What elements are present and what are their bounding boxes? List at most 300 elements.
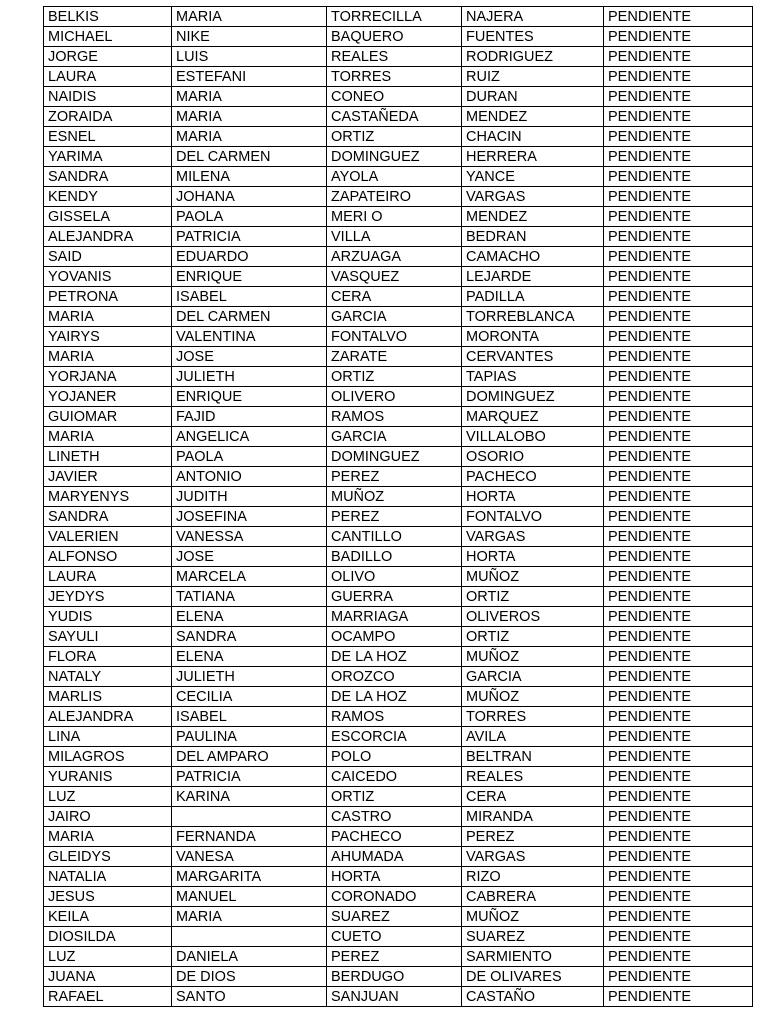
first-name-cell: LUZ	[44, 787, 172, 807]
second-surname-cell: HORTA	[462, 547, 604, 567]
second-surname-cell: MUÑOZ	[462, 907, 604, 927]
first-surname-cell: CERA	[327, 287, 462, 307]
status-cell: PENDIENTE	[604, 187, 753, 207]
first-name-cell: LINA	[44, 727, 172, 747]
first-surname-cell: AHUMADA	[327, 847, 462, 867]
second-surname-cell: DOMINGUEZ	[462, 387, 604, 407]
status-cell: PENDIENTE	[604, 127, 753, 147]
first-surname-cell: ZARATE	[327, 347, 462, 367]
table-row	[44, 607, 753, 627]
first-name-cell: JESUS	[44, 887, 172, 907]
table-row	[44, 127, 753, 147]
status-cell: PENDIENTE	[604, 947, 753, 967]
table-row	[44, 827, 753, 847]
status-cell: PENDIENTE	[604, 667, 753, 687]
first-name-cell: SAYULI	[44, 627, 172, 647]
middle-name-cell: ELENA	[172, 647, 327, 667]
table-row	[44, 7, 753, 27]
second-surname-cell: MENDEZ	[462, 207, 604, 227]
first-name-cell: LUZ	[44, 947, 172, 967]
middle-name-cell: ISABEL	[172, 707, 327, 727]
table-row	[44, 647, 753, 667]
status-cell: PENDIENTE	[604, 707, 753, 727]
first-name-cell: YOJANER	[44, 387, 172, 407]
first-surname-cell: HORTA	[327, 867, 462, 887]
table-row	[44, 307, 753, 327]
status-cell: PENDIENTE	[604, 967, 753, 987]
status-cell: PENDIENTE	[604, 847, 753, 867]
second-surname-cell: MARQUEZ	[462, 407, 604, 427]
first-surname-cell: REALES	[327, 47, 462, 67]
status-cell: PENDIENTE	[604, 687, 753, 707]
first-surname-cell: MARRIAGA	[327, 607, 462, 627]
table-row	[44, 847, 753, 867]
table-row	[44, 427, 753, 447]
first-surname-cell: ORTIZ	[327, 127, 462, 147]
second-surname-cell: CAMACHO	[462, 247, 604, 267]
table-row	[44, 687, 753, 707]
first-name-cell: MARIA	[44, 427, 172, 447]
first-surname-cell: DOMINGUEZ	[327, 447, 462, 467]
second-surname-cell: REALES	[462, 767, 604, 787]
first-surname-cell: BERDUGO	[327, 967, 462, 987]
first-name-cell: ESNEL	[44, 127, 172, 147]
middle-name-cell: ANTONIO	[172, 467, 327, 487]
table-row	[44, 387, 753, 407]
middle-name-cell: PAOLA	[172, 207, 327, 227]
status-cell: PENDIENTE	[604, 507, 753, 527]
first-name-cell: SANDRA	[44, 507, 172, 527]
middle-name-cell	[172, 927, 327, 947]
first-surname-cell: SANJUAN	[327, 987, 462, 1007]
first-surname-cell: FONTALVO	[327, 327, 462, 347]
first-surname-cell: BAQUERO	[327, 27, 462, 47]
first-name-cell: NATALY	[44, 667, 172, 687]
first-surname-cell: CAICEDO	[327, 767, 462, 787]
first-name-cell: JORGE	[44, 47, 172, 67]
status-cell: PENDIENTE	[604, 547, 753, 567]
middle-name-cell: ESTEFANI	[172, 67, 327, 87]
first-surname-cell: TORRES	[327, 67, 462, 87]
first-surname-cell: PEREZ	[327, 467, 462, 487]
table-row	[44, 407, 753, 427]
table-row	[44, 67, 753, 87]
status-cell: PENDIENTE	[604, 147, 753, 167]
status-cell: PENDIENTE	[604, 87, 753, 107]
first-surname-cell: CASTAÑEDA	[327, 107, 462, 127]
first-name-cell: KEILA	[44, 907, 172, 927]
status-cell: PENDIENTE	[604, 887, 753, 907]
table-row	[44, 247, 753, 267]
middle-name-cell: SANTO	[172, 987, 327, 1007]
first-surname-cell: PACHECO	[327, 827, 462, 847]
second-surname-cell: BELTRAN	[462, 747, 604, 767]
first-name-cell: SAID	[44, 247, 172, 267]
status-cell: PENDIENTE	[604, 987, 753, 1007]
first-name-cell: ALEJANDRA	[44, 707, 172, 727]
status-cell: PENDIENTE	[604, 867, 753, 887]
middle-name-cell: ENRIQUE	[172, 267, 327, 287]
status-cell: PENDIENTE	[604, 727, 753, 747]
status-cell: PENDIENTE	[604, 167, 753, 187]
first-name-cell: YOVANIS	[44, 267, 172, 287]
second-surname-cell: TORRES	[462, 707, 604, 727]
middle-name-cell: EDUARDO	[172, 247, 327, 267]
first-surname-cell: RAMOS	[327, 407, 462, 427]
first-surname-cell: PEREZ	[327, 947, 462, 967]
first-name-cell: NATALIA	[44, 867, 172, 887]
status-cell: PENDIENTE	[604, 347, 753, 367]
first-surname-cell: CUETO	[327, 927, 462, 947]
table-row	[44, 947, 753, 967]
table-row	[44, 47, 753, 67]
middle-name-cell: DANIELA	[172, 947, 327, 967]
second-surname-cell: VARGAS	[462, 187, 604, 207]
status-cell: PENDIENTE	[604, 287, 753, 307]
middle-name-cell: JOSEFINA	[172, 507, 327, 527]
names-table	[43, 6, 753, 1007]
table-row	[44, 27, 753, 47]
middle-name-cell: ANGELICA	[172, 427, 327, 447]
second-surname-cell: PACHECO	[462, 467, 604, 487]
table-row	[44, 967, 753, 987]
middle-name-cell: ISABEL	[172, 287, 327, 307]
second-surname-cell: MIRANDA	[462, 807, 604, 827]
first-name-cell: JAIRO	[44, 807, 172, 827]
second-surname-cell: ORTIZ	[462, 627, 604, 647]
first-name-cell: ALEJANDRA	[44, 227, 172, 247]
second-surname-cell: DE OLIVARES	[462, 967, 604, 987]
first-name-cell: MICHAEL	[44, 27, 172, 47]
table-row	[44, 667, 753, 687]
table-row	[44, 767, 753, 787]
first-name-cell: MARIA	[44, 307, 172, 327]
first-name-cell: LAURA	[44, 67, 172, 87]
second-surname-cell: CERVANTES	[462, 347, 604, 367]
first-surname-cell: CORONADO	[327, 887, 462, 907]
first-name-cell: GUIOMAR	[44, 407, 172, 427]
middle-name-cell: MARIA	[172, 7, 327, 27]
second-surname-cell: SARMIENTO	[462, 947, 604, 967]
first-surname-cell: GARCIA	[327, 427, 462, 447]
table-row	[44, 347, 753, 367]
second-surname-cell: NAJERA	[462, 7, 604, 27]
status-cell: PENDIENTE	[604, 787, 753, 807]
table-row	[44, 327, 753, 347]
table-row	[44, 487, 753, 507]
second-surname-cell: YANCE	[462, 167, 604, 187]
first-name-cell: YURANIS	[44, 767, 172, 787]
status-cell: PENDIENTE	[604, 107, 753, 127]
first-name-cell: JEYDYS	[44, 587, 172, 607]
status-cell: PENDIENTE	[604, 927, 753, 947]
second-surname-cell: ORTIZ	[462, 587, 604, 607]
middle-name-cell: DEL AMPARO	[172, 747, 327, 767]
first-surname-cell: CANTILLO	[327, 527, 462, 547]
first-name-cell: MARLIS	[44, 687, 172, 707]
middle-name-cell: LUIS	[172, 47, 327, 67]
middle-name-cell: JULIETH	[172, 667, 327, 687]
middle-name-cell: MARCELA	[172, 567, 327, 587]
first-surname-cell: RAMOS	[327, 707, 462, 727]
second-surname-cell: TAPIAS	[462, 367, 604, 387]
second-surname-cell: GARCIA	[462, 667, 604, 687]
second-surname-cell: PEREZ	[462, 827, 604, 847]
middle-name-cell: NIKE	[172, 27, 327, 47]
second-surname-cell: MUÑOZ	[462, 647, 604, 667]
status-cell: PENDIENTE	[604, 7, 753, 27]
table-row	[44, 507, 753, 527]
first-surname-cell: ESCORCIA	[327, 727, 462, 747]
second-surname-cell: RODRIGUEZ	[462, 47, 604, 67]
first-name-cell: PETRONA	[44, 287, 172, 307]
table-row	[44, 727, 753, 747]
status-cell: PENDIENTE	[604, 647, 753, 667]
first-surname-cell: OROZCO	[327, 667, 462, 687]
middle-name-cell: MARIA	[172, 87, 327, 107]
second-surname-cell: VARGAS	[462, 527, 604, 547]
second-surname-cell: OSORIO	[462, 447, 604, 467]
second-surname-cell: TORREBLANCA	[462, 307, 604, 327]
second-surname-cell: AVILA	[462, 727, 604, 747]
middle-name-cell: VANESA	[172, 847, 327, 867]
table-row	[44, 147, 753, 167]
status-cell: PENDIENTE	[604, 527, 753, 547]
first-name-cell: BELKIS	[44, 7, 172, 27]
middle-name-cell: MARIA	[172, 127, 327, 147]
first-surname-cell: VILLA	[327, 227, 462, 247]
table-row	[44, 707, 753, 727]
status-cell: PENDIENTE	[604, 327, 753, 347]
table-row	[44, 867, 753, 887]
middle-name-cell: PAULINA	[172, 727, 327, 747]
first-surname-cell: CASTRO	[327, 807, 462, 827]
table-row	[44, 287, 753, 307]
middle-name-cell: FAJID	[172, 407, 327, 427]
middle-name-cell: FERNANDA	[172, 827, 327, 847]
first-name-cell: DIOSILDA	[44, 927, 172, 947]
first-name-cell: KENDY	[44, 187, 172, 207]
second-surname-cell: DURAN	[462, 87, 604, 107]
table-row	[44, 587, 753, 607]
table-row	[44, 747, 753, 767]
first-surname-cell: GARCIA	[327, 307, 462, 327]
table-row	[44, 547, 753, 567]
first-surname-cell: OLIVO	[327, 567, 462, 587]
second-surname-cell: RIZO	[462, 867, 604, 887]
status-cell: PENDIENTE	[604, 367, 753, 387]
first-surname-cell: ORTIZ	[327, 367, 462, 387]
table-row	[44, 107, 753, 127]
first-name-cell: YARIMA	[44, 147, 172, 167]
first-name-cell: SANDRA	[44, 167, 172, 187]
table-row	[44, 787, 753, 807]
middle-name-cell: DEL CARMEN	[172, 307, 327, 327]
first-name-cell: RAFAEL	[44, 987, 172, 1007]
table-row	[44, 887, 753, 907]
first-surname-cell: GUERRA	[327, 587, 462, 607]
status-cell: PENDIENTE	[604, 47, 753, 67]
first-surname-cell: OCAMPO	[327, 627, 462, 647]
second-surname-cell: CERA	[462, 787, 604, 807]
middle-name-cell: VANESSA	[172, 527, 327, 547]
table-row	[44, 987, 753, 1007]
status-cell: PENDIENTE	[604, 27, 753, 47]
table-row	[44, 567, 753, 587]
table-row	[44, 527, 753, 547]
status-cell: PENDIENTE	[604, 207, 753, 227]
status-cell: PENDIENTE	[604, 267, 753, 287]
middle-name-cell: MILENA	[172, 167, 327, 187]
second-surname-cell: PADILLA	[462, 287, 604, 307]
first-name-cell: NAIDIS	[44, 87, 172, 107]
status-cell: PENDIENTE	[604, 907, 753, 927]
table-row	[44, 807, 753, 827]
table-row	[44, 627, 753, 647]
first-surname-cell: DE LA HOZ	[327, 687, 462, 707]
status-cell: PENDIENTE	[604, 607, 753, 627]
first-name-cell: FLORA	[44, 647, 172, 667]
status-cell: PENDIENTE	[604, 487, 753, 507]
second-surname-cell: RUIZ	[462, 67, 604, 87]
table-row	[44, 187, 753, 207]
middle-name-cell: JOHANA	[172, 187, 327, 207]
second-surname-cell: HORTA	[462, 487, 604, 507]
second-surname-cell: CASTAÑO	[462, 987, 604, 1007]
first-name-cell: LAURA	[44, 567, 172, 587]
second-surname-cell: HERRERA	[462, 147, 604, 167]
status-cell: PENDIENTE	[604, 67, 753, 87]
middle-name-cell: MARIA	[172, 907, 327, 927]
second-surname-cell: OLIVEROS	[462, 607, 604, 627]
middle-name-cell: PATRICIA	[172, 767, 327, 787]
second-surname-cell: SUAREZ	[462, 927, 604, 947]
middle-name-cell: TATIANA	[172, 587, 327, 607]
first-name-cell: JAVIER	[44, 467, 172, 487]
table-row	[44, 267, 753, 287]
first-name-cell: MARIA	[44, 347, 172, 367]
middle-name-cell: MARIA	[172, 107, 327, 127]
first-surname-cell: MUÑOZ	[327, 487, 462, 507]
second-surname-cell: CABRERA	[462, 887, 604, 907]
status-cell: PENDIENTE	[604, 407, 753, 427]
status-cell: PENDIENTE	[604, 307, 753, 327]
middle-name-cell: MARGARITA	[172, 867, 327, 887]
second-surname-cell: VILLALOBO	[462, 427, 604, 447]
first-surname-cell: PEREZ	[327, 507, 462, 527]
status-cell: PENDIENTE	[604, 427, 753, 447]
first-surname-cell: MERI O	[327, 207, 462, 227]
middle-name-cell: JULIETH	[172, 367, 327, 387]
middle-name-cell: VALENTINA	[172, 327, 327, 347]
second-surname-cell: CHACIN	[462, 127, 604, 147]
second-surname-cell: MUÑOZ	[462, 567, 604, 587]
second-surname-cell: FUENTES	[462, 27, 604, 47]
middle-name-cell: DEL CARMEN	[172, 147, 327, 167]
middle-name-cell: CECILIA	[172, 687, 327, 707]
first-name-cell: LINETH	[44, 447, 172, 467]
status-cell: PENDIENTE	[604, 247, 753, 267]
first-surname-cell: DOMINGUEZ	[327, 147, 462, 167]
table-row	[44, 167, 753, 187]
first-surname-cell: CONEO	[327, 87, 462, 107]
first-name-cell: GISSELA	[44, 207, 172, 227]
first-surname-cell: TORRECILLA	[327, 7, 462, 27]
middle-name-cell: PAOLA	[172, 447, 327, 467]
table-row	[44, 87, 753, 107]
first-name-cell: YAIRYS	[44, 327, 172, 347]
first-name-cell: ZORAIDA	[44, 107, 172, 127]
first-surname-cell: ARZUAGA	[327, 247, 462, 267]
status-cell: PENDIENTE	[604, 447, 753, 467]
table-row	[44, 467, 753, 487]
table-row	[44, 907, 753, 927]
first-surname-cell: DE LA HOZ	[327, 647, 462, 667]
second-surname-cell: FONTALVO	[462, 507, 604, 527]
first-surname-cell: SUAREZ	[327, 907, 462, 927]
middle-name-cell: DE DIOS	[172, 967, 327, 987]
first-name-cell: MARYENYS	[44, 487, 172, 507]
status-cell: PENDIENTE	[604, 767, 753, 787]
middle-name-cell: PATRICIA	[172, 227, 327, 247]
first-name-cell: YORJANA	[44, 367, 172, 387]
first-surname-cell: VASQUEZ	[327, 267, 462, 287]
names-table-body	[44, 7, 753, 1007]
status-cell: PENDIENTE	[604, 567, 753, 587]
middle-name-cell: JOSE	[172, 347, 327, 367]
status-cell: PENDIENTE	[604, 807, 753, 827]
first-name-cell: JUANA	[44, 967, 172, 987]
second-surname-cell: MENDEZ	[462, 107, 604, 127]
middle-name-cell: MANUEL	[172, 887, 327, 907]
table-row	[44, 367, 753, 387]
second-surname-cell: MUÑOZ	[462, 687, 604, 707]
first-name-cell: GLEIDYS	[44, 847, 172, 867]
first-name-cell: VALERIEN	[44, 527, 172, 547]
first-surname-cell: ZAPATEIRO	[327, 187, 462, 207]
second-surname-cell: LEJARDE	[462, 267, 604, 287]
table-row	[44, 227, 753, 247]
first-surname-cell: OLIVERO	[327, 387, 462, 407]
status-cell: PENDIENTE	[604, 387, 753, 407]
first-name-cell: ALFONSO	[44, 547, 172, 567]
status-cell: PENDIENTE	[604, 467, 753, 487]
middle-name-cell	[172, 807, 327, 827]
status-cell: PENDIENTE	[604, 587, 753, 607]
middle-name-cell: ENRIQUE	[172, 387, 327, 407]
middle-name-cell: SANDRA	[172, 627, 327, 647]
first-surname-cell: BADILLO	[327, 547, 462, 567]
status-cell: PENDIENTE	[604, 747, 753, 767]
status-cell: PENDIENTE	[604, 627, 753, 647]
status-cell: PENDIENTE	[604, 827, 753, 847]
second-surname-cell: VARGAS	[462, 847, 604, 867]
middle-name-cell: JOSE	[172, 547, 327, 567]
first-name-cell: YUDIS	[44, 607, 172, 627]
status-cell: PENDIENTE	[604, 227, 753, 247]
second-surname-cell: BEDRAN	[462, 227, 604, 247]
table-row	[44, 447, 753, 467]
table-row	[44, 207, 753, 227]
middle-name-cell: JUDITH	[172, 487, 327, 507]
first-surname-cell: POLO	[327, 747, 462, 767]
table-row	[44, 927, 753, 947]
first-name-cell: MILAGROS	[44, 747, 172, 767]
second-surname-cell: MORONTA	[462, 327, 604, 347]
first-surname-cell: ORTIZ	[327, 787, 462, 807]
first-name-cell: MARIA	[44, 827, 172, 847]
middle-name-cell: ELENA	[172, 607, 327, 627]
